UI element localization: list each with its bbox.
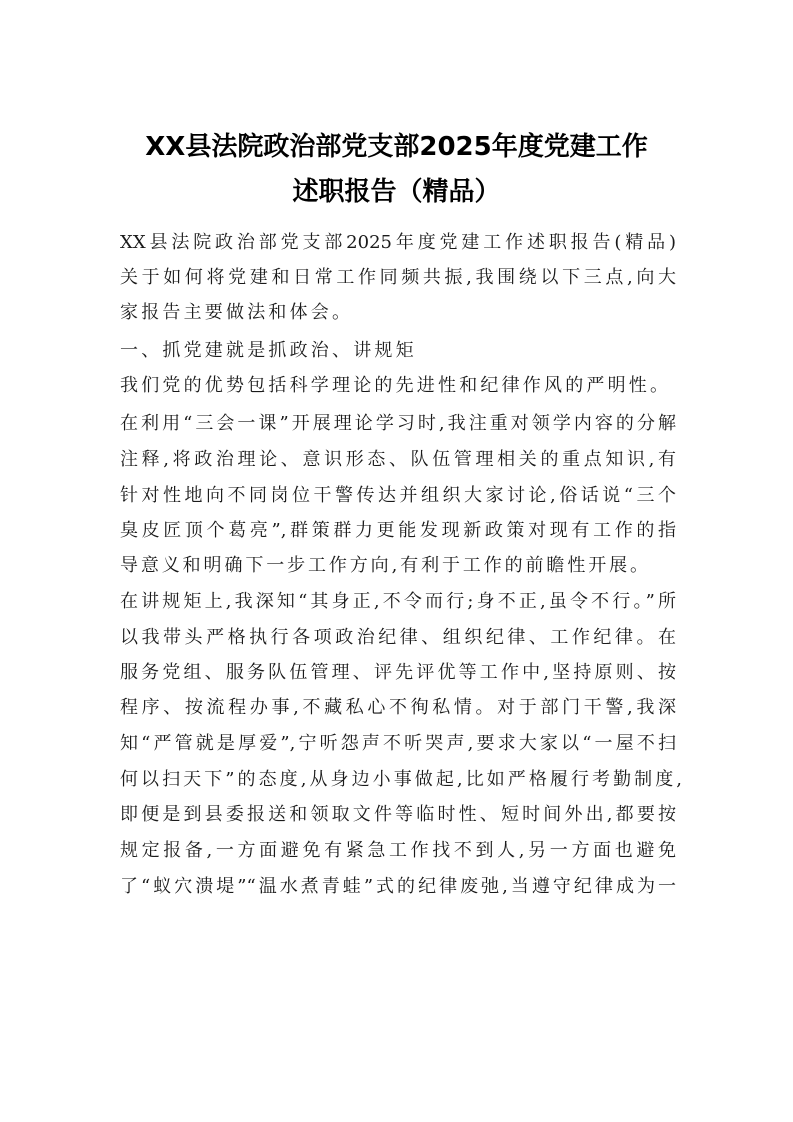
body-line: 家报告主要做法和体会。	[120, 302, 354, 323]
section-heading: 一、抓党建就是抓政治、讲规矩	[120, 340, 417, 361]
body-line: 规定报备,一方面避免有紧急工作找不到人,另一方面也避免	[120, 840, 676, 861]
body-line: 臭皮匠顶个葛亮”,群策群力更能发现新政策对现有工作的指	[120, 520, 676, 541]
body-line: 在讲规矩上,我深知“其身正,不令而行;身不正,虽令不行。”所	[120, 591, 676, 612]
body-line: 我们党的优势包括科学理论的先进性和纪律作风的严明性。	[120, 375, 668, 396]
body-line: 以我带头严格执行各项政治纪律、组织纪律、工作纪律。在	[120, 627, 676, 648]
document-title-line-1: XX县法院政治部党支部2025年度党建工作	[145, 132, 648, 162]
body-line: 知“严管就是厚爱”,宁听怨声不听哭声,要求大家以“一屋不扫	[120, 733, 676, 754]
body-line: 了“蚁穴溃堤”“温水煮青蛙”式的纪律废弛,当遵守纪律成为一	[120, 876, 676, 897]
body-line: 在利用“三会一课”开展理论学习时,我注重对领学内容的分解	[120, 413, 676, 434]
body-line: 服务党组、服务队伍管理、评先评优等工作中,坚持原则、按	[120, 662, 676, 683]
body-line: 针对性地向不同岗位干警传达并组织大家讨论,俗话说“三个	[120, 485, 676, 506]
body-line: XX县法院政治部党支部2025年度党建工作述职报告(精品)	[120, 232, 676, 253]
body-line: 导意义和明确下一步工作方向,有利于工作的前瞻性开展。	[120, 555, 648, 576]
body-line: 何以扫天下”的态度,从身边小事做起,比如严格履行考勤制度,	[120, 769, 682, 790]
body-line: 注释,将政治理论、意识形态、队伍管理相关的重点知识,有	[120, 449, 676, 470]
body-line: 程序、按流程办事,不藏私心不徇私情。对于部门干警,我深	[120, 697, 676, 718]
document-title-line-2: 述职报告（精品）	[292, 177, 501, 207]
body-line: 即便是到县委报送和领取文件等临时性、短时间外出,都要按	[120, 804, 676, 825]
body-line: 关于如何将党建和日常工作同频共振,我围绕以下三点,向大	[120, 267, 676, 288]
